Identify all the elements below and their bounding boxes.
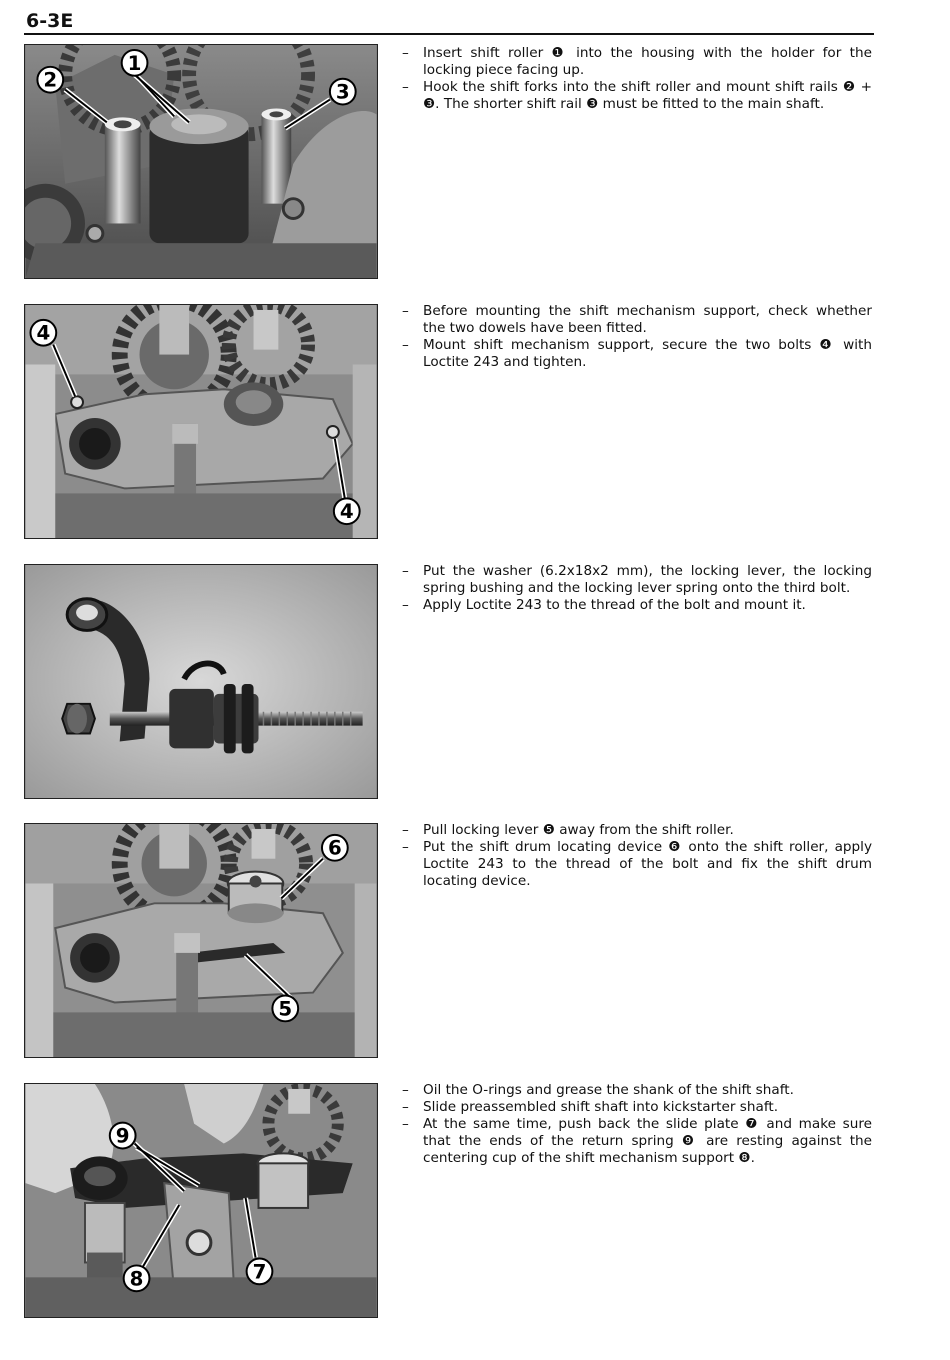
callout-4-right bbox=[334, 498, 360, 524]
instructions-section-2 bbox=[402, 303, 872, 371]
callout-3 bbox=[330, 79, 356, 105]
photo-locking-lever-assembly bbox=[24, 564, 378, 799]
photo-shift-drum-locating-device bbox=[24, 823, 378, 1058]
photo-shift-shaft-installation bbox=[24, 1083, 378, 1318]
instruction-step: – Before mounting the shift mechanism support, check whether the two dowels have been fitted. bbox=[402, 303, 872, 336]
callout-9 bbox=[110, 1123, 136, 1149]
instruction-step: – Slide preassembled shift shaft into kickstarter shaft. bbox=[402, 1099, 779, 1115]
instruction-step: – Insert shift roller ❶ into the housing with the holder for the locking piece facing up. bbox=[402, 45, 872, 78]
instructions-section-5 bbox=[402, 1082, 872, 1167]
instruction-step: – At the same time, push back the slide plate ❼ and make sure that the ends of the return spring ❾ are resting against the centering cup of the shift mechanism support ❽. bbox=[402, 1116, 872, 1166]
instructions-section-3 bbox=[402, 563, 872, 614]
svg-text:9: 9 bbox=[115, 1124, 130, 1148]
photo-shift-roller-installation bbox=[24, 44, 378, 279]
instruction-step: – Oil the O-rings and grease the shank of the shift shaft. bbox=[402, 1082, 794, 1098]
svg-text:1: 1 bbox=[127, 51, 142, 75]
instructions-section-4 bbox=[402, 822, 872, 890]
instruction-step: – Put the washer (6.2x18x2 mm), the locking lever, the locking spring bushing and the locking lever spring onto the third bolt. bbox=[402, 563, 872, 596]
svg-text:4: 4 bbox=[36, 321, 51, 345]
svg-text:5: 5 bbox=[278, 997, 293, 1021]
callout-4-left bbox=[30, 320, 56, 346]
instruction-step: – Apply Loctite 243 to the thread of the bolt and mount it. bbox=[402, 597, 806, 613]
svg-text:2: 2 bbox=[43, 68, 58, 92]
callout-6 bbox=[322, 835, 348, 861]
svg-text:3: 3 bbox=[335, 80, 350, 104]
svg-text:7: 7 bbox=[252, 1260, 267, 1284]
header-rule bbox=[24, 33, 874, 35]
instruction-step: – Hook the shift forks into the shift roller and mount shift rails ❷ + ❸. The shorter shift rail ❸ must be fitted to the main shaft. bbox=[402, 79, 872, 112]
callout-1 bbox=[122, 50, 148, 76]
callout-5 bbox=[272, 996, 298, 1022]
instruction-step: – Put the shift drum locating device ❻ onto the shift roller, apply Loctite 243 to the thread of the bolt and fix the shift drum locating device. bbox=[402, 839, 872, 889]
instructions-section-1 bbox=[402, 45, 872, 113]
callout-2 bbox=[37, 67, 63, 93]
callout-7 bbox=[247, 1259, 273, 1285]
instruction-step: – Mount shift mechanism support, secure the two bolts ❹ with Loctite 243 and tighten. bbox=[402, 337, 872, 370]
svg-text:8: 8 bbox=[129, 1267, 144, 1291]
svg-text:4: 4 bbox=[339, 500, 354, 524]
svg-text:6: 6 bbox=[327, 836, 342, 860]
photo-shift-mechanism-support bbox=[24, 304, 378, 539]
instruction-step: – Pull locking lever ❺ away from the shift roller. bbox=[402, 822, 734, 838]
page-number: 6-3E bbox=[26, 10, 74, 32]
callout-8 bbox=[124, 1265, 150, 1291]
